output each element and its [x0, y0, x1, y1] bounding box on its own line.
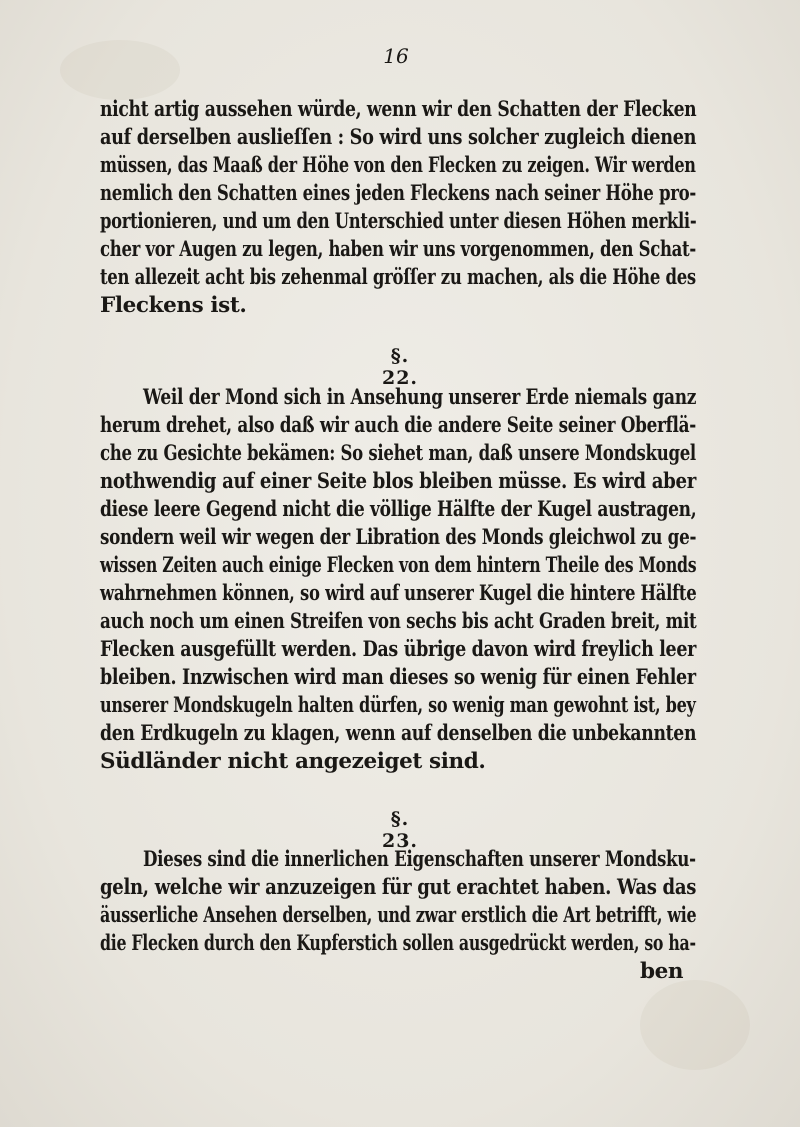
text-line: geln, welche wir anzuzeigen für gut erachtet haben. Was das: [100, 875, 697, 900]
section-heading: §. 22.: [381, 345, 419, 389]
text-line: Weil der Mond sich in Ansehung unserer Erde niemals ganz: [143, 385, 697, 410]
page-number: 16: [383, 44, 409, 68]
text-line: diese leere Gegend nicht die völlige Hälfte der Kugel austragen,: [100, 497, 697, 522]
text-line: bleiben. Inzwischen wird man dieses so wenig für einen Fehler: [100, 665, 696, 690]
text-line: cher vor Augen zu legen, haben wir uns vorgenommen, den Schat-: [100, 237, 696, 262]
text-line: äusserliche Ansehen derselben, und zwar erstlich die Art betrifft, wie: [100, 903, 697, 928]
text-line: portionieren, und um den Unterschied unter diesen Höhen merkli-: [100, 209, 697, 234]
text-line: wissen Zeiten auch einige Flecken von dem hintern Theile des Monds: [100, 553, 697, 578]
text-line: herum drehet, also daß wir auch die andere Seite seiner Oberflä-: [100, 413, 696, 438]
catchword: ben: [640, 959, 684, 984]
text-line: ten allezeit acht bis zehenmal gröſſer zu machen, als die Höhe des: [100, 265, 696, 290]
text-line: wahrnehmen können, so wird auf unserer Kugel die hintere Hälfte: [100, 581, 697, 606]
text-line: Südländer nicht angezeiget sind.: [100, 749, 486, 774]
text-line: nemlich den Schatten eines jeden Fleckens nach seiner Höhe pro-: [100, 181, 697, 206]
text-line: nicht artig aussehen würde, wenn wir den Schatten der Flecken: [100, 97, 697, 122]
text-line: unserer Mondskugeln halten dürfen, so wenig man gewohnt ist, bey: [100, 693, 696, 718]
text-line: Dieses sind die innerlichen Eigenschaften unserer Mondsku-: [143, 847, 696, 872]
text-line: che zu Gesichte bekämen: So siehet man, daß unsere Mondskugel: [100, 441, 696, 466]
text-line: auch noch um einen Streifen von sechs bis acht Graden breit, mit: [100, 609, 697, 634]
text-line: müssen, das Maaß der Höhe von den Flecken zu zeigen. Wir werden: [100, 153, 696, 178]
text-line: die Flecken durch den Kupferstich sollen ausgedrückt werden, so ha-: [100, 931, 696, 956]
text-line: Flecken ausgefüllt werden. Das übrige davon wird freylich leer: [100, 637, 697, 662]
text-line: nothwendig auf einer Seite blos bleiben müsse. Es wird aber: [100, 469, 696, 494]
text-line: sondern weil wir wegen der Libration des Monds gleichwol zu ge-: [100, 525, 697, 550]
paper-stain: [640, 980, 750, 1070]
paper-stain: [60, 40, 180, 100]
text-line: Fleckens ist.: [100, 293, 247, 318]
text-line: auf derselben auslieſſen : So wird uns solcher zugleich dienen: [100, 125, 697, 150]
section-heading: §. 23.: [381, 808, 419, 852]
text-line: den Erdkugeln zu klagen, wenn auf denselben die unbekannten: [100, 721, 697, 746]
